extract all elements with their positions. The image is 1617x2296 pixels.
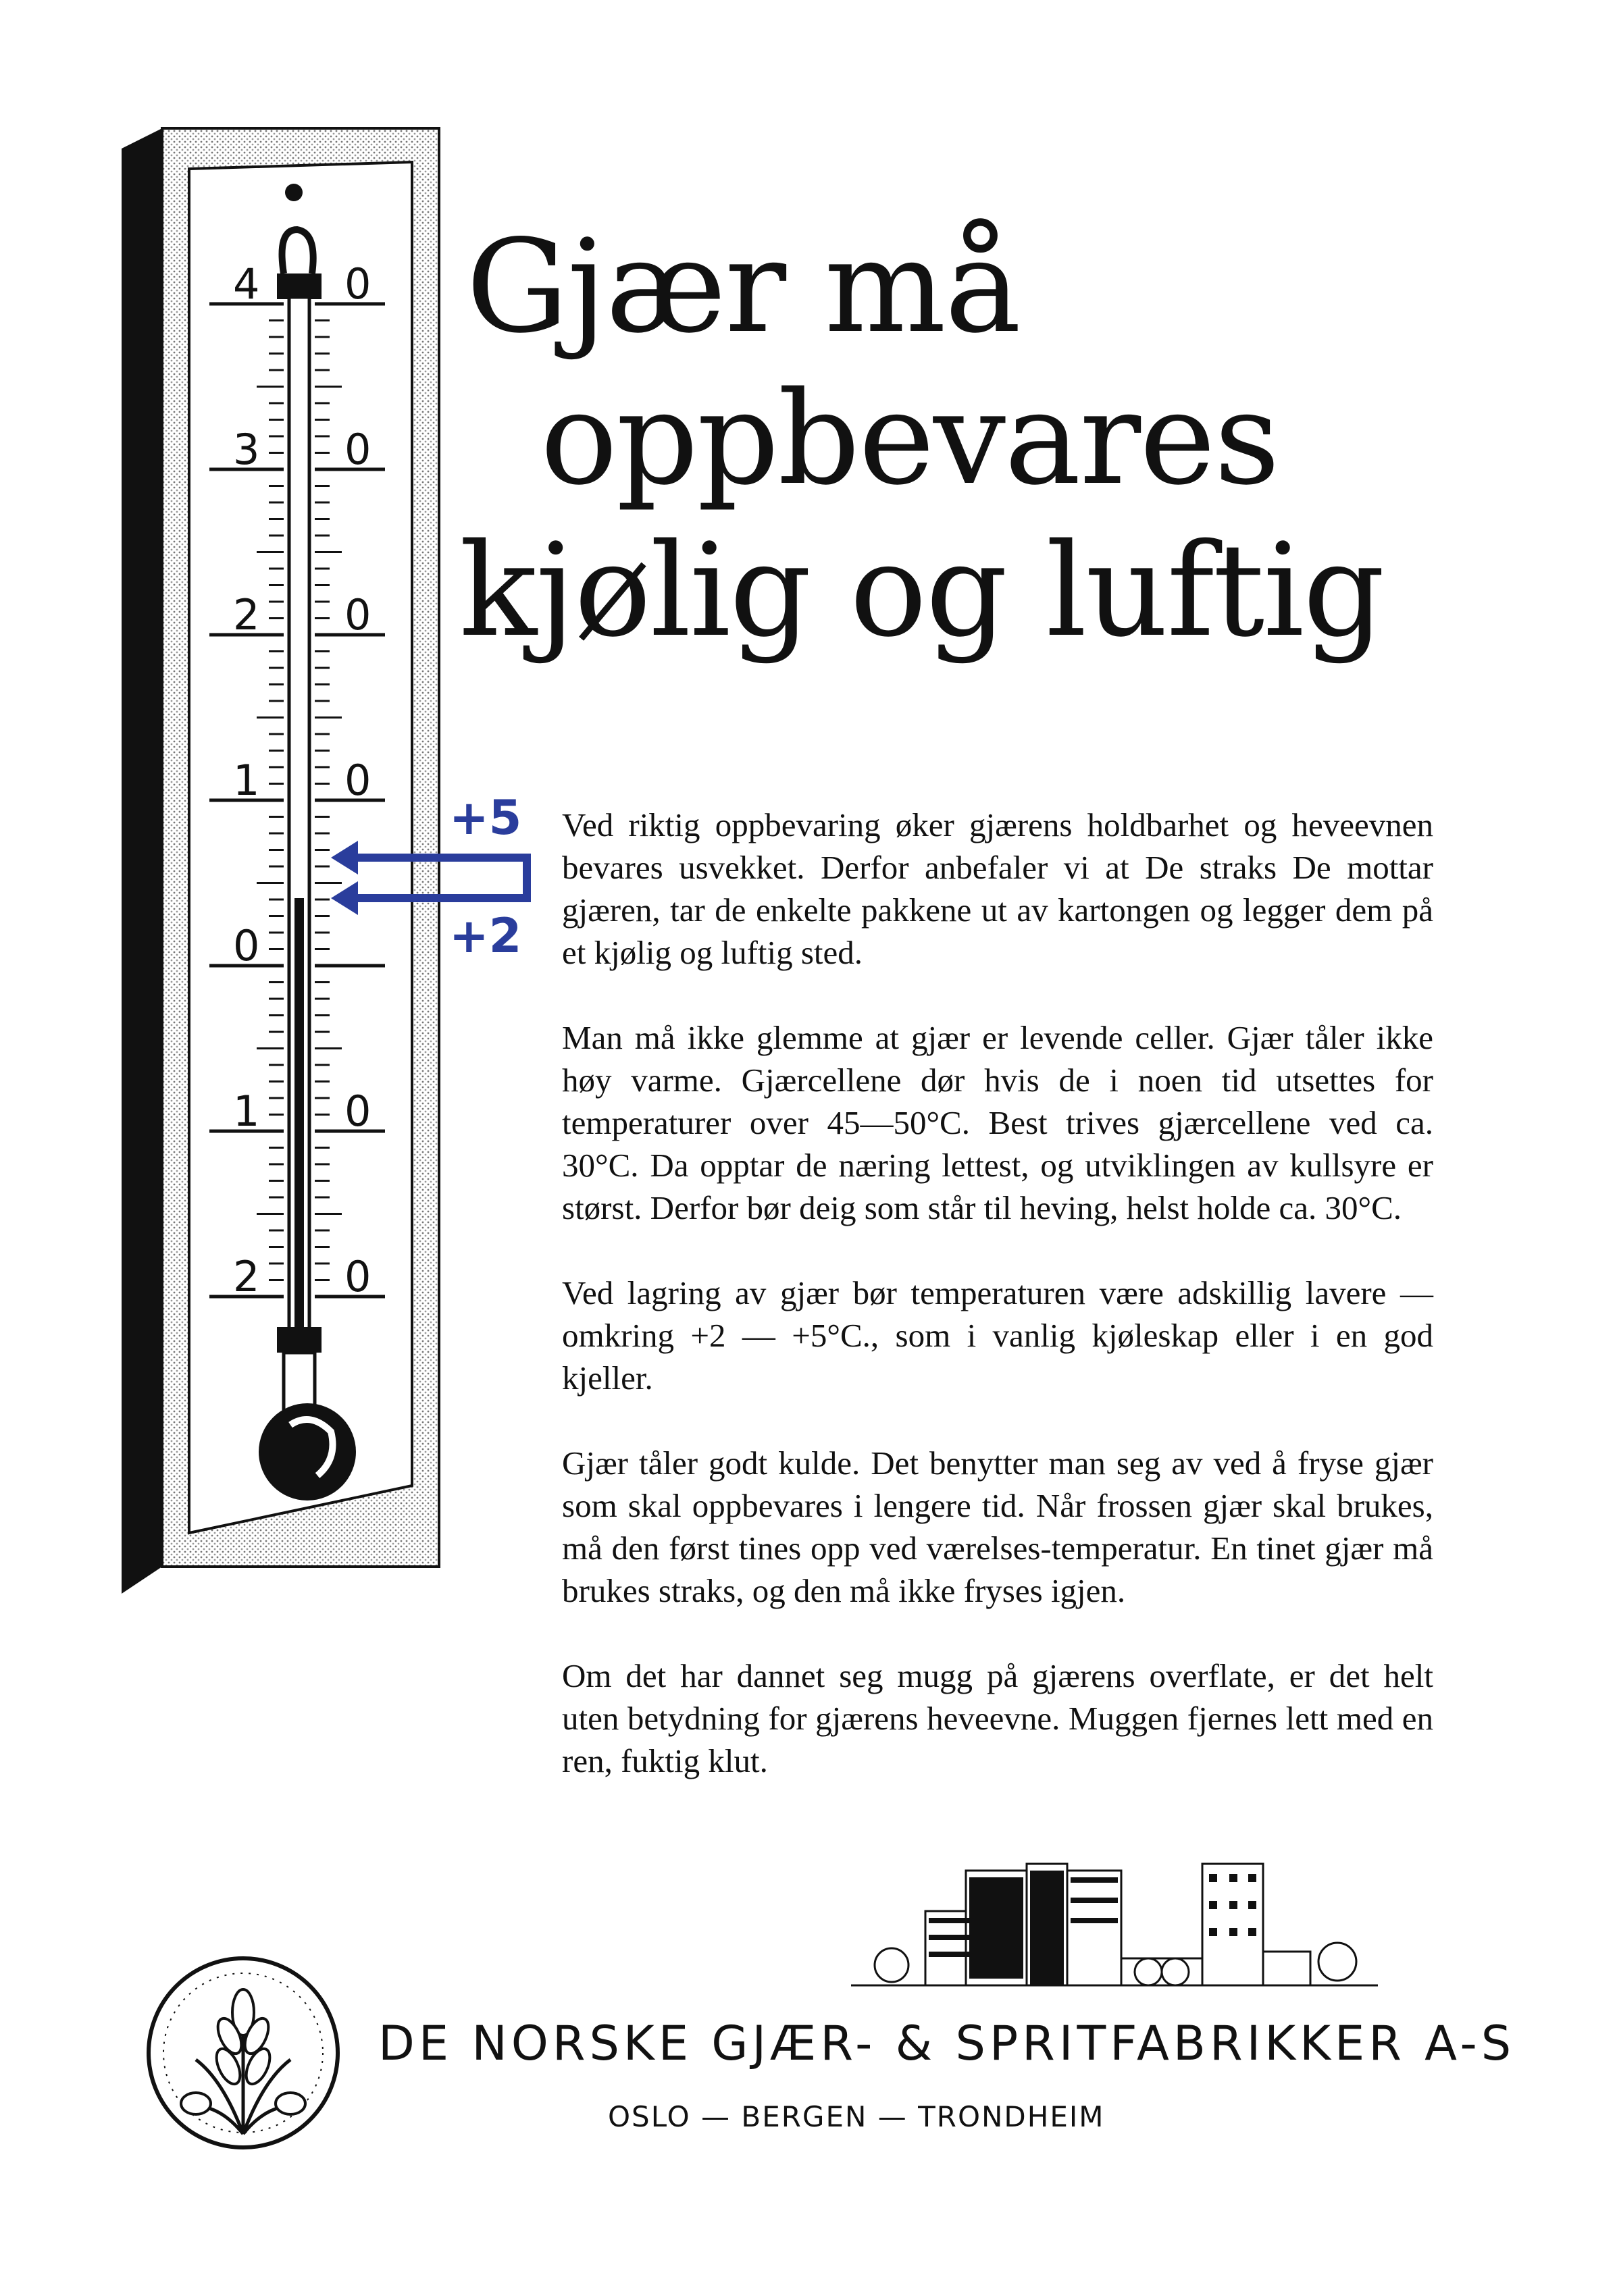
- hanging-hole: [285, 184, 303, 201]
- scale-label-zero: 0: [344, 425, 371, 474]
- company-cities: OSLO — BERGEN — TRONDHEIM: [608, 2100, 1105, 2133]
- headline-line-3: kjølig og luftig: [459, 516, 1384, 665]
- wheat-logo-icon: [142, 1952, 344, 2154]
- scale-label-zero: 0: [344, 259, 371, 309]
- scale-label-tens: 3: [233, 425, 260, 474]
- factory-illustration: [851, 1850, 1391, 2012]
- body-text: [562, 804, 1433, 1825]
- marker-upper-label: +5: [449, 790, 522, 845]
- scale-label-tens: 2: [233, 1252, 260, 1301]
- scale-label-tens: 4: [233, 259, 260, 309]
- mercury-column: [294, 898, 304, 1330]
- company-name: DE NORSKE GJÆR- & SPRITFABRIKKER A-S: [378, 2016, 1516, 2071]
- scale-label-tens: 2: [233, 590, 260, 640]
- scale-label-tens: 1: [233, 756, 260, 805]
- board-side: [122, 128, 162, 1594]
- paragraph-2: Man må ikke glemme at gjær er levende celler. Gjær tåler ikke høy varme. Gjærcellene dør hvis de i noen tid utsettes for temperaturer over 45—50°C. Best trives gjærcellene ved ca. 30°C. Da opptar de næring lettest, og utviklingen av kullsyre er størst. Derfor bør deig som står til heving, helst holde ca. 30°C.: [562, 1019, 1433, 1226]
- headline-line-1: Gjær må: [466, 212, 1020, 361]
- tube-collar: [277, 1327, 322, 1353]
- paragraph-3: Ved lagring av gjær bør temperaturen være adskillig lavere — omkring +2 — +5°C., som i vanlig kjøleskap eller i en god kjeller.: [562, 1274, 1433, 1397]
- paragraph-5: Om det har dannet seg mugg på gjærens overflate, er det helt uten betydning for gjærens heveevne. Muggen fjernes lett med en ren, fuktig klut.: [562, 1657, 1433, 1779]
- scale-label-zero: 0: [344, 1252, 371, 1301]
- scale-label-zero: 0: [344, 1087, 371, 1136]
- marker-lower-label: +2: [449, 908, 522, 964]
- scale-label-zero: 0: [344, 590, 371, 640]
- paragraph-1: Ved riktig oppbevaring øker gjærens holdbarhet og heveevnen bevares usvekket. Derfor anbefaler vi at De straks De mottar gjæren, tar de enkelte pakkene ut av kartongen og legger dem på et kjølig og luftig sted.: [562, 806, 1433, 971]
- scale-label-zero: 0: [344, 756, 371, 805]
- scale-label-tens: 1: [233, 1087, 260, 1136]
- scale-label-tens: 0: [233, 921, 260, 970]
- paragraph-4: Gjær tåler godt kulde. Det benytter man seg av ved å fryse gjær som skal oppbevares i lengere tid. Når frossen gjær skal brukes, må den først tines opp ved værelses-temperatur. En tinet gjær må brukes straks, og den må ikke fryses igjen.: [562, 1444, 1433, 1609]
- tube-cap: [277, 273, 322, 299]
- headline-line-2: oppbevares: [540, 364, 1279, 513]
